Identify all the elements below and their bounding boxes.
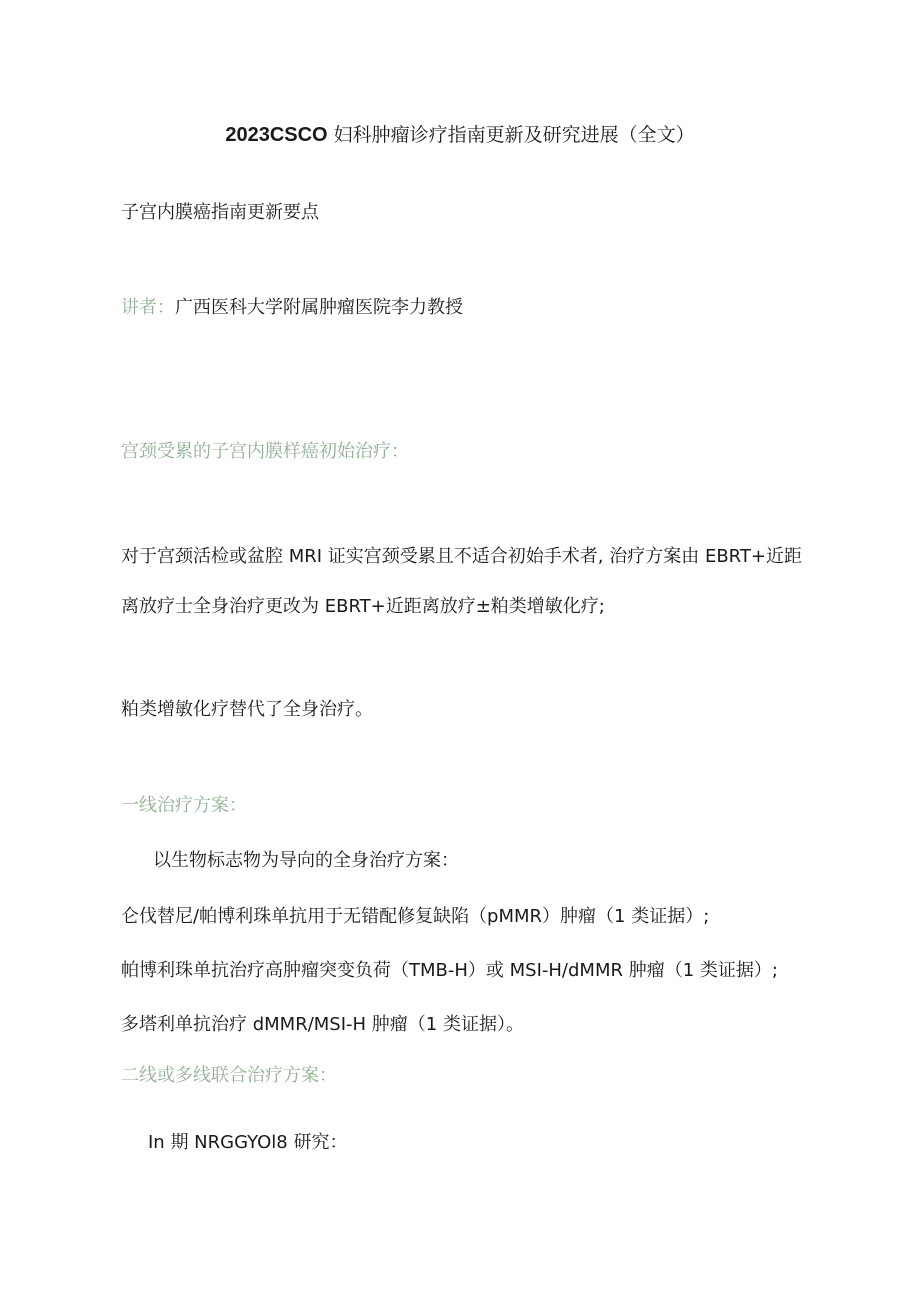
list-item: 多塔利单抗治疗 dMMR/MSI-H 肿瘤（1 类证据）。 <box>121 1014 524 1035</box>
speaker-line <box>121 296 463 320</box>
speaker-label: 讲者： <box>121 297 175 318</box>
heading-first-line-treatment: 一线治疗方案： <box>121 795 247 816</box>
title-text: 妇科肿瘤诊疗指南更新及研究进展（全文） <box>327 124 695 146</box>
speaker-name: 广西医科大学附属肿瘤医院李力教授 <box>175 297 463 318</box>
title-year: 2023CSCO <box>225 124 328 146</box>
paragraph-line: 对于宫颈活检或盆腔 MRI 证实宫颈受累且不适合初始手术者, 治疗方案由 EBRT+近距 <box>121 546 802 567</box>
biomarker-heading: 以生物标志物为导向的全身治疗方案： <box>153 850 459 871</box>
paragraph-line: 离放疗士全身治疗更改为 EBRT+近距离放疗±粕类增敏化疗; <box>121 596 605 617</box>
study-line: In 期 NRGGYOl8 研究： <box>148 1132 348 1153</box>
document-title <box>0 122 920 148</box>
list-item: 帕博利珠单抗治疗高肿瘤突变负荷（TMB-H）或 MSI-H/dMMR 肿瘤（1 类证据）; <box>121 960 778 981</box>
heading-cervical-involvement: 宫颈受累的子宫内膜样癌初始治疗： <box>121 441 409 462</box>
list-item: 仑伐替尼/帕博利珠单抗用于无错配修复缺陷（pMMR）肿瘤（1 类证据）; <box>121 906 710 927</box>
section-title: 子宫内膜癌指南更新要点 <box>121 202 319 223</box>
paragraph-line: 粕类增敏化疗替代了全身治疗。 <box>121 699 373 720</box>
heading-second-line-treatment: 二线或多线联合治疗方案： <box>121 1065 337 1086</box>
